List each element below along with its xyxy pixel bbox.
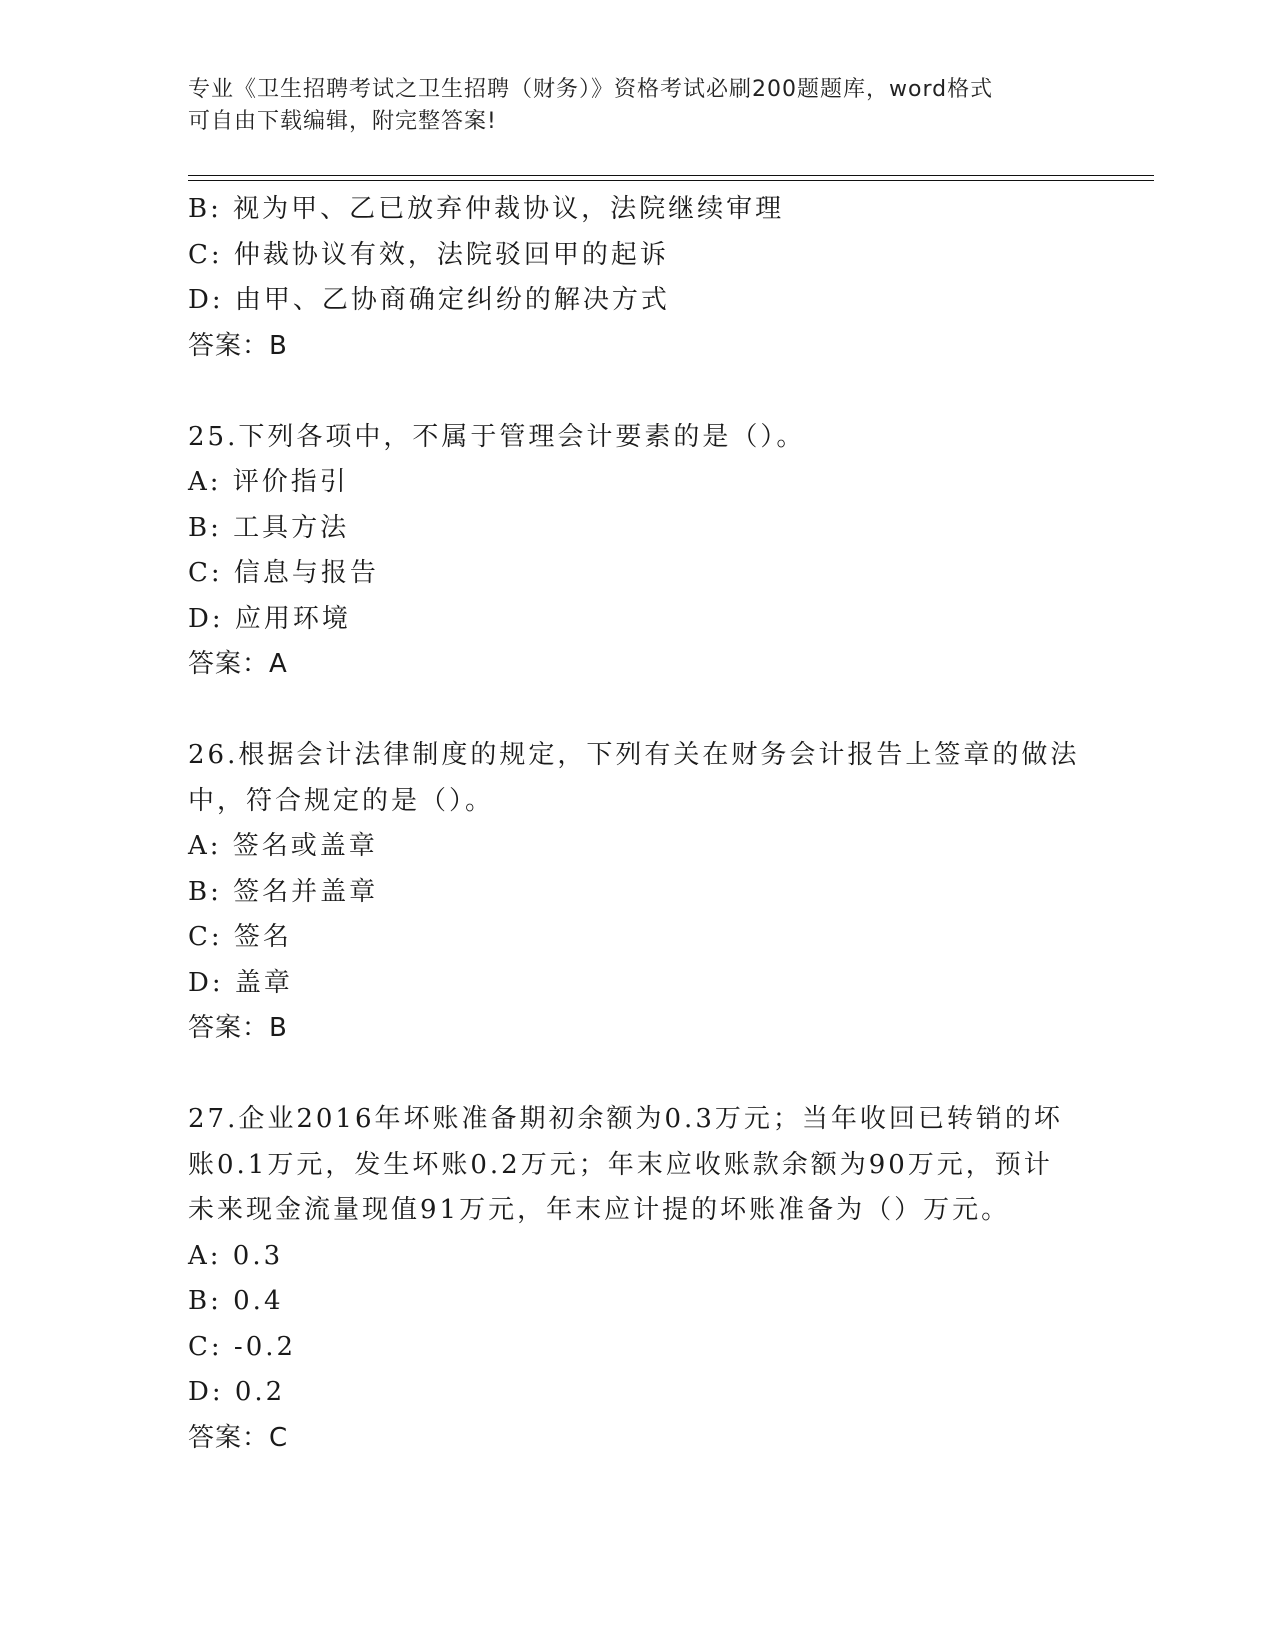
option-b: B: 视为甲、乙已放弃仲裁协议，法院继续审理 (188, 194, 785, 224)
answer-line: 答案：B (188, 1013, 288, 1043)
header-divider-top (188, 175, 1154, 176)
option-d: D: 0.2 (188, 1377, 286, 1407)
question-stem-line-1: 26.根据会计法律制度的规定，下列有关在财务会计报告上签章的做法 (188, 740, 1080, 770)
spacer (188, 688, 1088, 734)
option-c: C: 信息与报告 (188, 558, 379, 588)
answer-line: 答案：C (188, 1422, 289, 1453)
option-a: A: 0.3 (188, 1240, 284, 1271)
answer-line: 答案：A (188, 649, 288, 679)
header-divider-bottom (188, 180, 1154, 181)
option-a: A: 评价指引 (188, 467, 349, 497)
question-24-continuation (188, 187, 1088, 369)
option-c: C: 仲裁协议有效，法院驳回甲的起诉 (188, 239, 669, 270)
question-stem-line-3: 未来现金流量现值91万元，年末应计提的坏账准备为（）万元。 (188, 1195, 1011, 1225)
answer-line: 答案：B (188, 330, 288, 361)
header-title-line-1: 专业《卫生招聘考试之卫生招聘（财务）》资格考试必刷200题题库，word格式 (188, 77, 994, 102)
option-c: C: -0.2 (188, 1331, 297, 1362)
option-d: D: 应用环境 (188, 603, 351, 634)
spacer (188, 369, 1088, 415)
option-c: C: 签名 (188, 922, 292, 952)
question-25 (188, 415, 1088, 688)
question-26 (188, 733, 1088, 1052)
question-27 (188, 1097, 1088, 1461)
option-a: A: 签名或盖章 (188, 831, 378, 861)
option-d: D: 由甲、乙协商确定纠纷的解决方式 (188, 285, 670, 315)
option-d: D: 盖章 (188, 967, 293, 998)
spacer (188, 1052, 1088, 1098)
question-stem: 25.下列各项中，不属于管理会计要素的是（）。 (188, 421, 806, 452)
question-stem-line-1: 27.企业2016年坏账准备期初余额为0.3万元；当年收回已转销的坏 (188, 1104, 1063, 1134)
question-list (188, 187, 1088, 1461)
option-b: B: 0.4 (188, 1286, 284, 1316)
option-b: B: 签名并盖章 (188, 876, 379, 907)
option-b: B: 工具方法 (188, 512, 350, 543)
document-header (188, 74, 1068, 138)
header-title-line-2: 可自由下载编辑，附完整答案! (188, 109, 497, 134)
question-stem-line-2: 账0.1万元，发生坏账0.2万元；年末应收账款余额为90万元，预计 (188, 1149, 1053, 1180)
question-stem-line-2: 中，符合规定的是（）。 (188, 785, 495, 816)
